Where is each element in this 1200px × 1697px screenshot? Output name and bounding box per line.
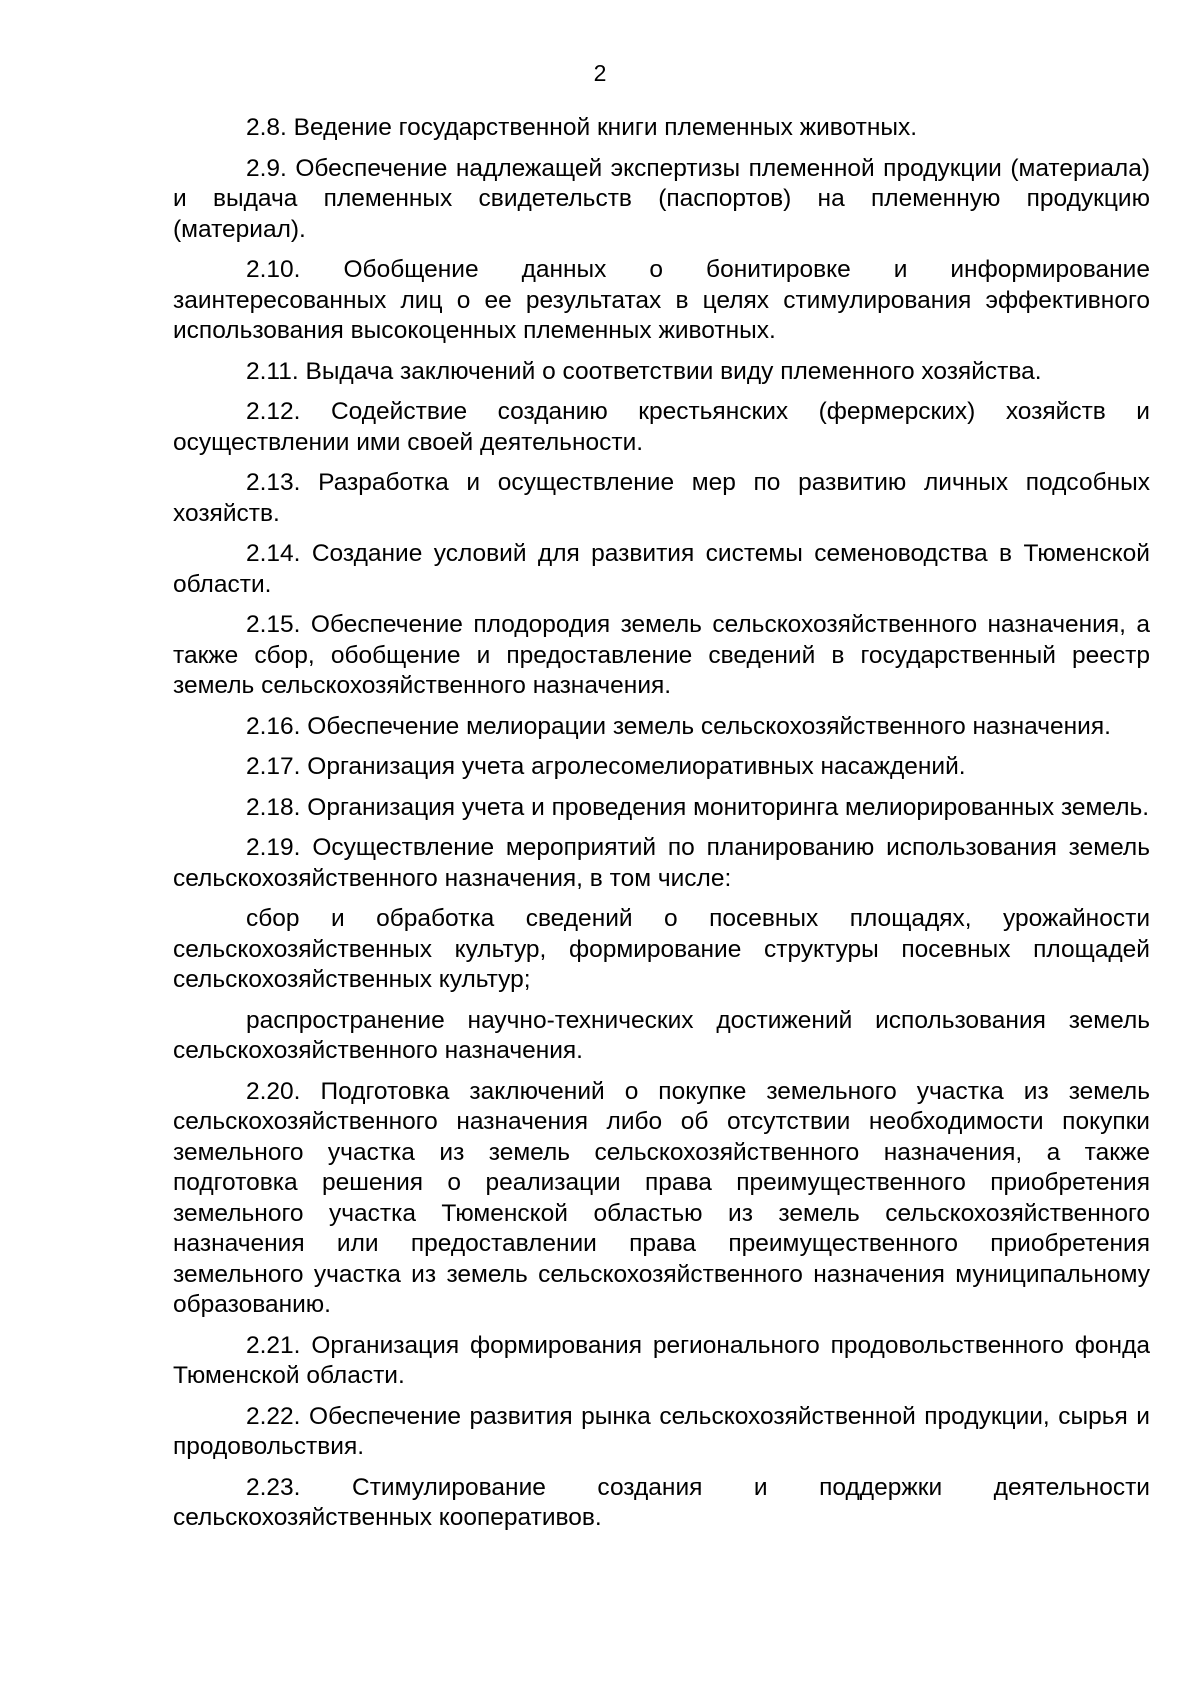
clause-2-19-item-1: сбор и обработка сведений о посевных площадях, урожайности сельскохозяйственных культур, формирование структуры посевных площадей сельскохозяйственных культур; bbox=[173, 905, 1150, 993]
clause-2-19-item-2: распространение научно-технических достижений использования земель сельскохозяйственного назначения. bbox=[173, 1006, 1150, 1064]
page-number: 2 bbox=[593, 60, 607, 86]
clause-2-16: 2.16. Обеспечение мелиорации земель сельскохозяйственного назначения. bbox=[246, 712, 1111, 740]
clause-2-17: 2.17. Организация учета агролесомелиоративных насаждений. bbox=[246, 753, 966, 780]
clause-2-12: 2.12. Содействие созданию крестьянских (фермерских) хозяйств и осуществлении ими своей деятельности. bbox=[173, 398, 1150, 456]
clause-2-14: 2.14. Создание условий для развития системы семеноводства в Тюменской области. bbox=[173, 540, 1150, 598]
clause-2-19: 2.19. Осуществление мероприятий по планированию использования земель сельскохозяйственного назначения, в том числе: bbox=[173, 834, 1150, 892]
clause-2-21: 2.21. Организация формирования регионального продовольственного фонда Тюменской области. bbox=[173, 1331, 1150, 1389]
document-body bbox=[173, 113, 1150, 1544]
clause-2-11: 2.11. Выдача заключений о соответствии виду племенного хозяйства. bbox=[246, 357, 1042, 385]
clause-2-9: 2.9. Обеспечение надлежащей экспертизы племенной продукции (материала) и выдача племенных свидетельств (паспортов) на племенную продукцию (материал). bbox=[173, 154, 1150, 243]
clause-2-8: 2.8. Ведение государственной книги племенных животных. bbox=[246, 114, 918, 141]
clause-2-15: 2.15. Обеспечение плодородия земель сельскохозяйственного назначения, а также сбор, обобщение и предоставление сведений в государственный реестр земель сельскохозяйственного назначения. bbox=[173, 611, 1150, 699]
clause-2-13: 2.13. Разработка и осуществление мер по развитию личных подсобных хозяйств. bbox=[173, 469, 1150, 527]
clause-2-18: 2.18. Организация учета и проведения мониторинга мелиорированных земель. bbox=[246, 793, 1150, 821]
clause-2-23: 2.23. Стимулирование создания и поддержки деятельности сельскохозяйственных кооперативов. bbox=[173, 1473, 1150, 1531]
clause-2-22: 2.22. Обеспечение развития рынка сельскохозяйственной продукции, сырья и продовольствия. bbox=[173, 1402, 1150, 1460]
clause-2-10: 2.10. Обобщение данных о бонитировке и информирование заинтересованных лиц о ее результатах в целях стимулирования эффективного использования высокоценных племенных животных. bbox=[173, 256, 1150, 344]
clause-2-20: 2.20. Подготовка заключений о покупке земельного участка из земель сельскохозяйственного назначения либо об отсутствии необходимости покупки земельного участка из земель сельскохозяйственного назначения, а также подготовка решения о реализации права преимущественного приобретения земельного участка Тюменской областью из земель сельскохозяйственного назначения или предоставлении права преимущественного приобретения земельного участка из земель сельскохозяйственного назначения муниципальному образованию. bbox=[173, 1077, 1150, 1318]
